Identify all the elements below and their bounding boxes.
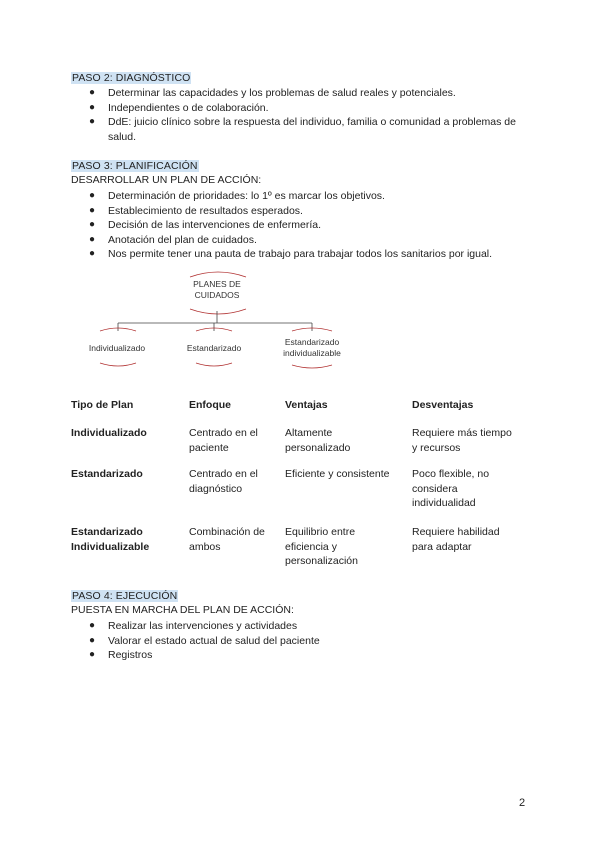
paso4-bullet-list: [88, 619, 538, 663]
paso3-title: PASO 3: PLANIFICACIÓN: [72, 160, 198, 172]
table-row-1-ventajas: Altamente personalizado: [285, 427, 351, 454]
paso4-title: PASO 4: EJECUCIÓN: [72, 590, 178, 602]
table-row-2-desventajas: Poco flexible, no considera individualidad: [412, 468, 490, 509]
bullet-icon: ●: [89, 101, 96, 113]
paso3-bullet-list: [88, 189, 538, 262]
bullet-icon: ●: [89, 87, 96, 98]
bullet-icon: ●: [89, 248, 96, 259]
paso2-heading: [71, 72, 191, 85]
list-item: ● Determinar las capacidades y los problemas de salud reales y potenciales.: [89, 87, 456, 99]
table-row-1-enfoque: Centrado en el paciente: [189, 427, 258, 454]
table-row-2-ventajas: Eficiente y consistente: [285, 468, 390, 480]
bullet-icon: ●: [89, 204, 96, 216]
root-arc-top: [190, 272, 246, 277]
table-header-ventajas: Ventajas: [285, 399, 328, 411]
table-row-3-ventajas: Equilibrio entre eficiencia y personalización: [285, 526, 358, 567]
bullet-icon: ●: [89, 634, 96, 646]
list-item: ● Nos permite tener una pauta de trabajo para trabajar todos los sanitarios por igual.: [89, 248, 493, 260]
paso4-heading: [71, 590, 178, 603]
table-row-1-desventajas: Requiere más tiempo y recursos: [412, 427, 512, 454]
table-row-3-desventajas: Requiere habilidad para adaptar: [412, 526, 500, 553]
list-item: ● Determinación de prioridades: lo 1º es marcar los objetivos.: [89, 190, 385, 202]
table-header-enfoque: Enfoque: [189, 399, 231, 411]
child2-arc-bottom: [196, 363, 232, 366]
bullet-icon: ●: [89, 233, 96, 245]
bullet-icon: ●: [89, 219, 96, 230]
diagram-child3-line1: Estandarizado: [284, 337, 340, 347]
list-item: ● Realizar las intervenciones y actividades: [89, 620, 298, 632]
diagram-child2: Estandarizado: [186, 343, 242, 353]
list-item: ● Decisión de las intervenciones de enfermería.: [89, 219, 322, 231]
list-item: ● Valorar el estado actual de salud del paciente: [89, 634, 320, 647]
list-item: ● Registros: [89, 649, 153, 661]
table-row-2-enfoque: Centrado en el diagnóstico: [189, 468, 258, 495]
child3-arc-bottom: [292, 365, 332, 368]
table-row-1-tipo: Individualizado: [71, 427, 147, 439]
bullet-icon: ●: [89, 190, 96, 201]
paso4-subtitle: PUESTA EN MARCHA DEL PLAN DE ACCIÓN:: [71, 604, 294, 616]
paso2-title: PASO 2: DIAGNÓSTICO: [72, 72, 191, 84]
list-item: ● Independientes o de colaboración.: [89, 101, 269, 114]
child1-arc-bottom: [100, 363, 136, 366]
paso3-heading: [71, 160, 199, 173]
care-plans-diagram: [60, 265, 380, 375]
bullet-icon: ●: [89, 116, 96, 127]
table-row-3-tipo: Estandarizado Individualizable: [71, 526, 150, 553]
table-row-3-enfoque: Combinación de ambos: [189, 526, 265, 553]
list-item: ● Establecimiento de resultados esperados.: [89, 204, 303, 217]
bullet-icon: ●: [89, 620, 96, 631]
table-header-desventajas: Desventajas: [412, 399, 474, 411]
diagram-child1: Individualizado: [88, 343, 146, 353]
list-item: ● Anotación del plan de cuidados.: [89, 233, 257, 246]
diagram-child3-line2: individualizable: [283, 348, 341, 358]
paso3-subtitle: DESARROLLAR UN PLAN DE ACCIÓN:: [71, 174, 262, 186]
paso2-bullet-list: [88, 86, 538, 144]
root-arc-bottom: [190, 309, 246, 314]
diagram-root-line2: CUIDADOS: [194, 290, 240, 300]
list-item: ● DdE: juicio clínico sobre la respuesta del individuo, familia o comunidad a problemas de salud.: [89, 116, 516, 143]
bullet-icon: ●: [89, 649, 96, 660]
table-row-2-tipo: Estandarizado: [71, 468, 143, 480]
diagram-root-line1: PLANES DE: [193, 279, 241, 289]
table-header-tipo: Tipo de Plan: [71, 399, 134, 411]
page-number: 2: [519, 797, 526, 809]
